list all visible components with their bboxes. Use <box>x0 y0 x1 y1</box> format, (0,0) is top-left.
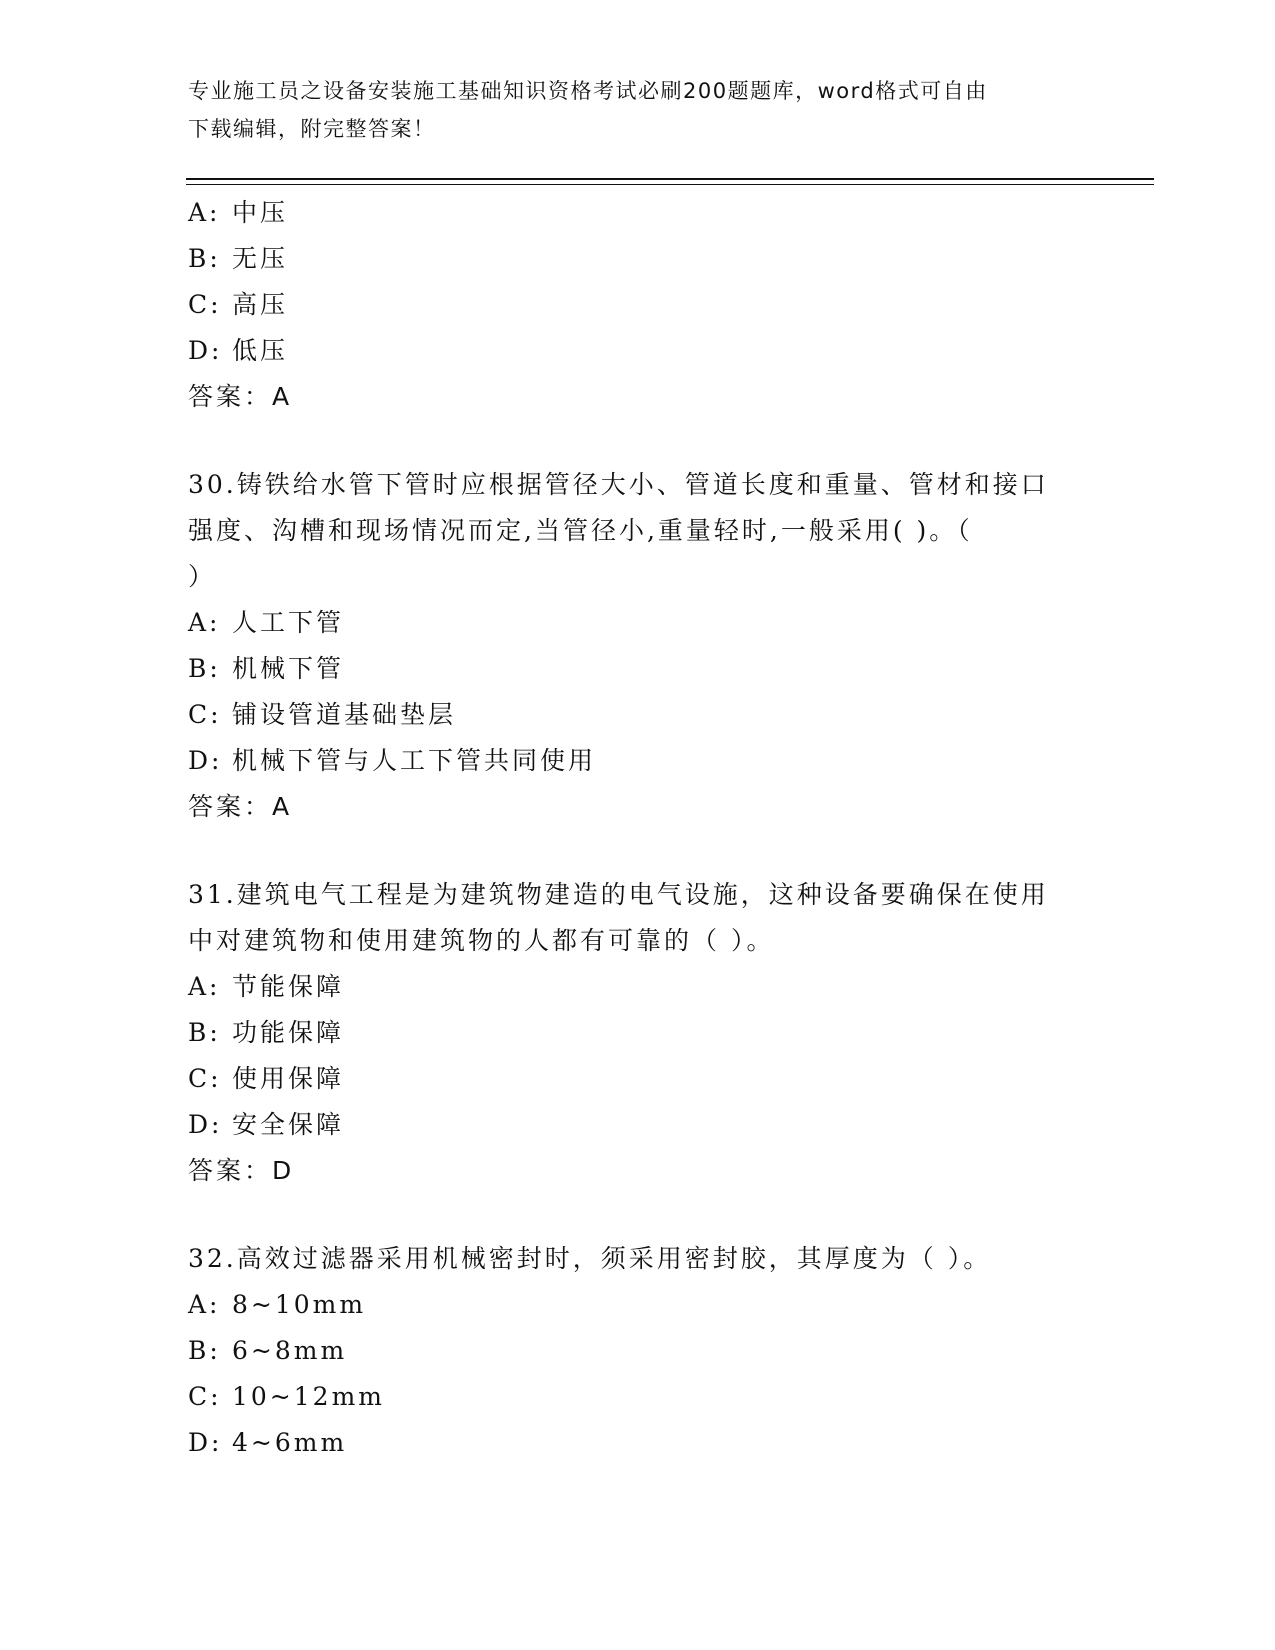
answer: 答案：D <box>188 1156 295 1185</box>
option-c: C: 使用保障 <box>188 1064 345 1093</box>
question-text-line: 中对建筑物和使用建筑物的人都有可靠的（ ）。 <box>188 926 775 955</box>
option-d: D: 机械下管与人工下管共同使用 <box>188 746 597 775</box>
answer: 答案：A <box>188 792 293 821</box>
question-content <box>188 190 1088 1466</box>
option-a: A: 人工下管 <box>188 608 345 637</box>
question-29-continued <box>188 190 1088 420</box>
answer: 答案：A <box>188 382 293 411</box>
option-c: C: 10~12mm <box>188 1382 385 1411</box>
option-a: A: 8~10mm <box>188 1290 367 1319</box>
option-a: A: 中压 <box>188 198 289 227</box>
header-divider-thick <box>186 178 1154 180</box>
option-b: B: 6~8mm <box>188 1336 348 1365</box>
question-32 <box>188 1236 1088 1466</box>
header-divider-thin <box>186 184 1154 185</box>
option-a: A: 节能保障 <box>188 972 345 1001</box>
option-b: B: 机械下管 <box>188 654 345 683</box>
question-text-line: 31.建筑电气工程是为建筑物建造的电气设施，这种设备要确保在使用 <box>188 880 1049 909</box>
document-header <box>188 72 1068 148</box>
question-text-line: 30.铸铁给水管下管时应根据管径大小、管道长度和重量、管材和接口 <box>188 470 1049 499</box>
question-31 <box>188 872 1088 1194</box>
option-d: D: 低压 <box>188 336 289 365</box>
question-text-line: 32.高效过滤器采用机械密封时，须采用密封胶，其厚度为（ ）。 <box>188 1244 992 1273</box>
option-c: C: 高压 <box>188 290 289 319</box>
header-line-1: 专业施工员之设备安装施工基础知识资格考试必刷200题题库，word格式可自由 <box>188 79 988 103</box>
question-text-line: ） <box>188 562 217 591</box>
header-line-2: 下载编辑，附完整答案！ <box>188 117 436 141</box>
question-text-line: 强度、沟槽和现场情况而定,当管径小,重量轻时,一般采用( )。（ <box>188 516 973 545</box>
option-d: D: 4~6mm <box>188 1428 348 1457</box>
option-c: C: 铺设管道基础垫层 <box>188 700 457 729</box>
option-b: B: 功能保障 <box>188 1018 345 1047</box>
option-d: D: 安全保障 <box>188 1110 345 1139</box>
question-30 <box>188 462 1088 830</box>
option-b: B: 无压 <box>188 244 289 273</box>
